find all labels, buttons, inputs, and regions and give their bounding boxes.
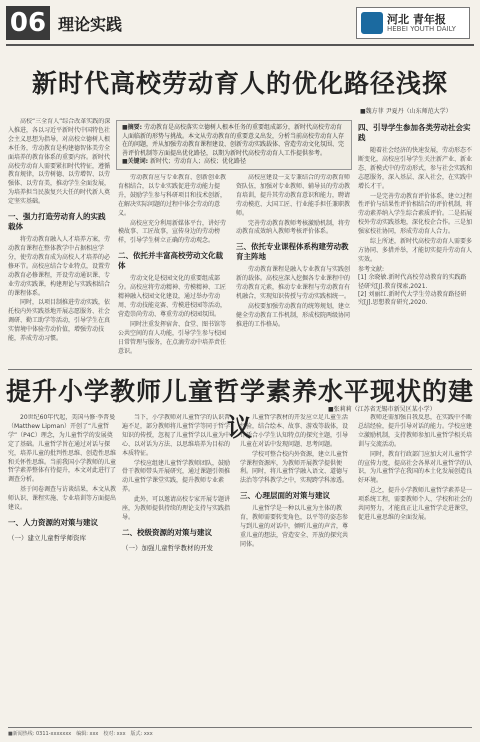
paragraph: 教师还需加强自我反思，在实践中不断总结经验，提升引导对话的能力。学校应建立激励机制，支持教师参加儿童哲学相关培训与交流活动。 <box>358 414 472 448</box>
paragraph: 综上所述，新时代高校劳动育人需要多方协同、多措并举，才能切实提升劳动育人实效。 <box>358 238 472 263</box>
newspaper-brand <box>356 7 470 39</box>
paragraph: 随着社会经济的快速发展，劳动形态不断变化，高校应引导学生关注新产业、新业态、新模式中的劳动形式，参与社会实践和志愿服务，深入基层、深入社会，在实践中增长才干。 <box>358 147 472 190</box>
paragraph: 学校可整合校内外资源，建立儿童哲学课程资源库，为教师开展教学提供便利。同时，将儿童哲学融入语文、道德与法治等学科教学之中，实现跨学科渗透。 <box>240 450 349 485</box>
article2-heading-1: 一、人力资源的对策与建议 <box>8 517 98 527</box>
abstract-label: ■摘要: <box>122 124 143 131</box>
paragraph: 劳动文化是校园文化的重要组成部分。高校应将劳动精神、劳模精神、工匠精神融入校园文化建设，通过举办劳动周、劳动技能竞赛、劳模进校园等活动，营造崇尚劳动、尊重劳动的校园氛围。 <box>118 275 227 318</box>
article-divider <box>8 369 472 370</box>
article1-column-2 <box>118 174 230 366</box>
article1-author: ■魏方菲 尹夏丹（山东师范大学） <box>360 108 452 115</box>
references-label: 参考文献: <box>358 265 385 273</box>
article2-heading-3: 三、心理层面的对策与建议 <box>240 491 330 501</box>
paragraph: 将劳动教育融入人才培养方案，劳动教育课程在整体教学中占据相应学分，使劳动教育成为高校人才培养的必修环节。高校应结合专业特点，设置劳动教育必修课程，开设劳动通识课、专业劳动实践课，构建理论与实践相结合的课程体系。 <box>8 236 111 297</box>
reference-item: [1] 余晓敏.新时代高校劳动教育的实践路径研究[J].教育探索,2021. <box>358 274 467 290</box>
paragraph: 同时注重发挥宿舍、食堂、图书馆等公共空间的育人功能，引导学生参与校园日常管理与服务，在点滴劳动中培养责任意识。 <box>118 320 227 355</box>
article1-heading-2: 二、依托并丰富高校劳动文化载体 <box>118 251 223 271</box>
article2-title: 提升小学教师儿童哲学素养水平现状的建议 <box>5 377 474 442</box>
article2-author: ■张莉莉（江苏省无锡市新吴区某小学） <box>328 406 436 413</box>
article2-column-2 <box>122 414 234 726</box>
header-divider <box>6 44 474 46</box>
article2-subheading-2: （一）加强儿童哲学教材的开发 <box>122 543 213 552</box>
paragraph: 高校要加强劳动教育的统筹规划，建立健全劳动教育工作机制，形成校院两级协同推进的工作格局。 <box>236 302 351 328</box>
article1-abstract-box <box>116 120 352 170</box>
page-header <box>0 0 480 50</box>
article2-column-1 <box>8 414 116 726</box>
keywords-label: ■关键词: <box>122 158 149 166</box>
paragraph: 学校应组建儿童哲学教师团队，鼓励骨干教师带头开展研究，通过课题引领推动儿童哲学课堂实践，提升教师专业素养。 <box>122 459 231 494</box>
paragraph: 完善劳动教育教师考核激励机制，将劳动教育成效纳入教师考核评价体系。 <box>236 219 351 236</box>
article1-title: 新时代高校劳动育人的优化路径浅探 <box>31 69 448 98</box>
brand-name: 河北 青年报 <box>387 13 446 26</box>
brand-subtitle: HEBEI YOUTH DAILY <box>387 25 456 33</box>
paragraph: 同时，教育行政部门应加大对儿童哲学的宣传力度，提高社会各界对儿童哲学的认识，为儿童哲学在我国的本土化发展创造良好环境。 <box>358 450 472 485</box>
section-title: 理论实践 <box>58 15 123 34</box>
keywords-text: 新时代；劳动育人；高校；优化路径 <box>150 158 247 166</box>
article1-column-4 <box>358 118 472 366</box>
article1-heading-1: 一、强力打造劳动育人的实践载体 <box>8 212 106 232</box>
article2-heading-2: 二、校级资源的对策与建议 <box>122 527 212 537</box>
paragraph: 高校应建设一支专兼结合的劳动教育师资队伍，加强对专业教师、辅导员的劳动教育培训，提升其劳动教育意识和能力，聘请劳动模范、大国工匠、行业能手担任兼职教师。 <box>236 174 351 217</box>
paragraph: 劳动教育课程是融入专业教育与实践创新的载体。高校应深入挖掘各专业课程中的劳动教育元素，推动专业课程与劳动教育有机融合，实现知识传授与劳动实践相统一。 <box>236 266 351 301</box>
paragraph: 同时，以项目制推进劳动实践，依托校内外实践基地开展志愿服务、社会调研、勤工助学等活动，引导学生在真实情境中体验劳动价值，增强劳动技能，养成劳动习惯。 <box>8 299 111 343</box>
paragraph: 20世纪60年代起，美国马修·李普曼（Matthew Lipman）开创了“儿童哲学”（P4C）理念，为儿童哲学的发展奠定了基础。儿童哲学旨在通过对话与探究，培养儿童的批判性思维、创造性思维和关怀性思维。当前我国小学教师的儿童哲学素养整体有待提升，本文对此进行了调查分析。 <box>8 414 116 484</box>
paragraph: 高校“三全育人”综合改革实践的深入推进，各以习近平新时代中国特色社会主义思想为指导，对高校立德树人根本任务，劳动教育是构建德智体美劳全面培养的教育体系的重要内容。新时代高校劳动育人需要紧扣时代特征，遵循教育规律，以劳树德、以劳增智、以劳强体、以劳育美，推动学生全面发展，为培养担当民族复兴大任的时代新人奠定坚实基础。 <box>8 118 111 206</box>
paragraph: 此外，可以邀请高校专家开展专题讲座，为教师提供持续的理论支持与实践指导。 <box>122 496 231 521</box>
article2-column-3 <box>240 414 352 726</box>
article1-heading-3: 三、依托专业课程体系构建劳动教育主阵地 <box>236 242 349 262</box>
page-footer: ■新闻热线: 0311-xxxxxxx 编辑: xxx 校对: xxx 版式: xxx <box>8 731 153 737</box>
article1-column-1 <box>8 118 112 366</box>
brand-logo-icon <box>361 12 383 34</box>
reference-item: [2] 刘丽红.新时代大学生劳动教育路径研究[J].思想教育研究,2020. <box>358 291 467 307</box>
footer-divider <box>8 727 472 728</box>
paragraph: 高校应充分利用新媒体平台，讲好劳模故事、工匠故事，宣传身边的劳动榜样，引导学生树立正确的劳动观念。 <box>118 219 227 245</box>
page-number: 06 <box>6 6 50 40</box>
paragraph: 当下，小学教师对儿童哲学的认识普遍不足，部分教师将儿童哲学等同于哲学知识的传授，忽视了儿童哲学以儿童为中心、以对话为方法、以思维培养为目标的本质特征。 <box>122 414 231 457</box>
paragraph: 总之，提升小学教师儿童哲学素养是一项系统工程，需要教师个人、学校和社会的共同努力，才能真正让儿童哲学走进课堂，促进儿童思维的全面发展。 <box>358 487 472 521</box>
article1-heading-4: 四、引导学生参加各类劳动社会实践 <box>358 123 471 142</box>
article2-subheading-1: （一）建立儿童哲学师资库 <box>8 533 86 542</box>
paragraph: 儿童哲学是一种以儿童为主体的教育，教师需要转变角色，以平等的姿态参与到儿童的对话中，倾听儿童的声音，尊重儿童的想法，营造安全、开放的探究共同体。 <box>240 505 349 548</box>
article1-column-3 <box>236 174 352 366</box>
paragraph: 劳动教育应与专业教育、创新创业教育相结合，以专业实践促进劳动能力提升，鼓励学生参与科研项目和技术创新，在解决实际问题的过程中体会劳动的意义。 <box>118 174 227 217</box>
paragraph: 基于问卷调查与访谈结果，本文从教师认识、课程实施、专业培训等方面提出建议。 <box>8 486 116 512</box>
article2-column-4 <box>358 414 472 726</box>
paragraph: 一是完善劳动教育评价体系，建立过程性评价与结果性评价相结合的评价机制，将劳动素养纳入学生综合素质评价。二是拓展校外劳动实践基地，深化校企合作。三是加强家校社协同，形成劳动育人合力。 <box>358 192 472 236</box>
paragraph: 儿童哲学教材的开发应立足儿童生活经验，结合绘本、故事、游戏等载体，设计适合小学生认知特点的探究主题，引导儿童在对话中发现问题、思考问题。 <box>240 414 349 448</box>
abstract-text: 劳动教育是高校落实立德树人根本任务的重要组成部分，新时代高校劳动育人面临新的形势与挑战。本文从劳动教育的重要意义出发，分析当前高校劳动育人存在的问题，并从加强劳动教育课程建设、创新劳动实践载体、营造劳动文化氛围、完善评价机制等方面提出优化路径，以期为新时代高校劳动育人工作提供参考。 <box>122 124 345 157</box>
